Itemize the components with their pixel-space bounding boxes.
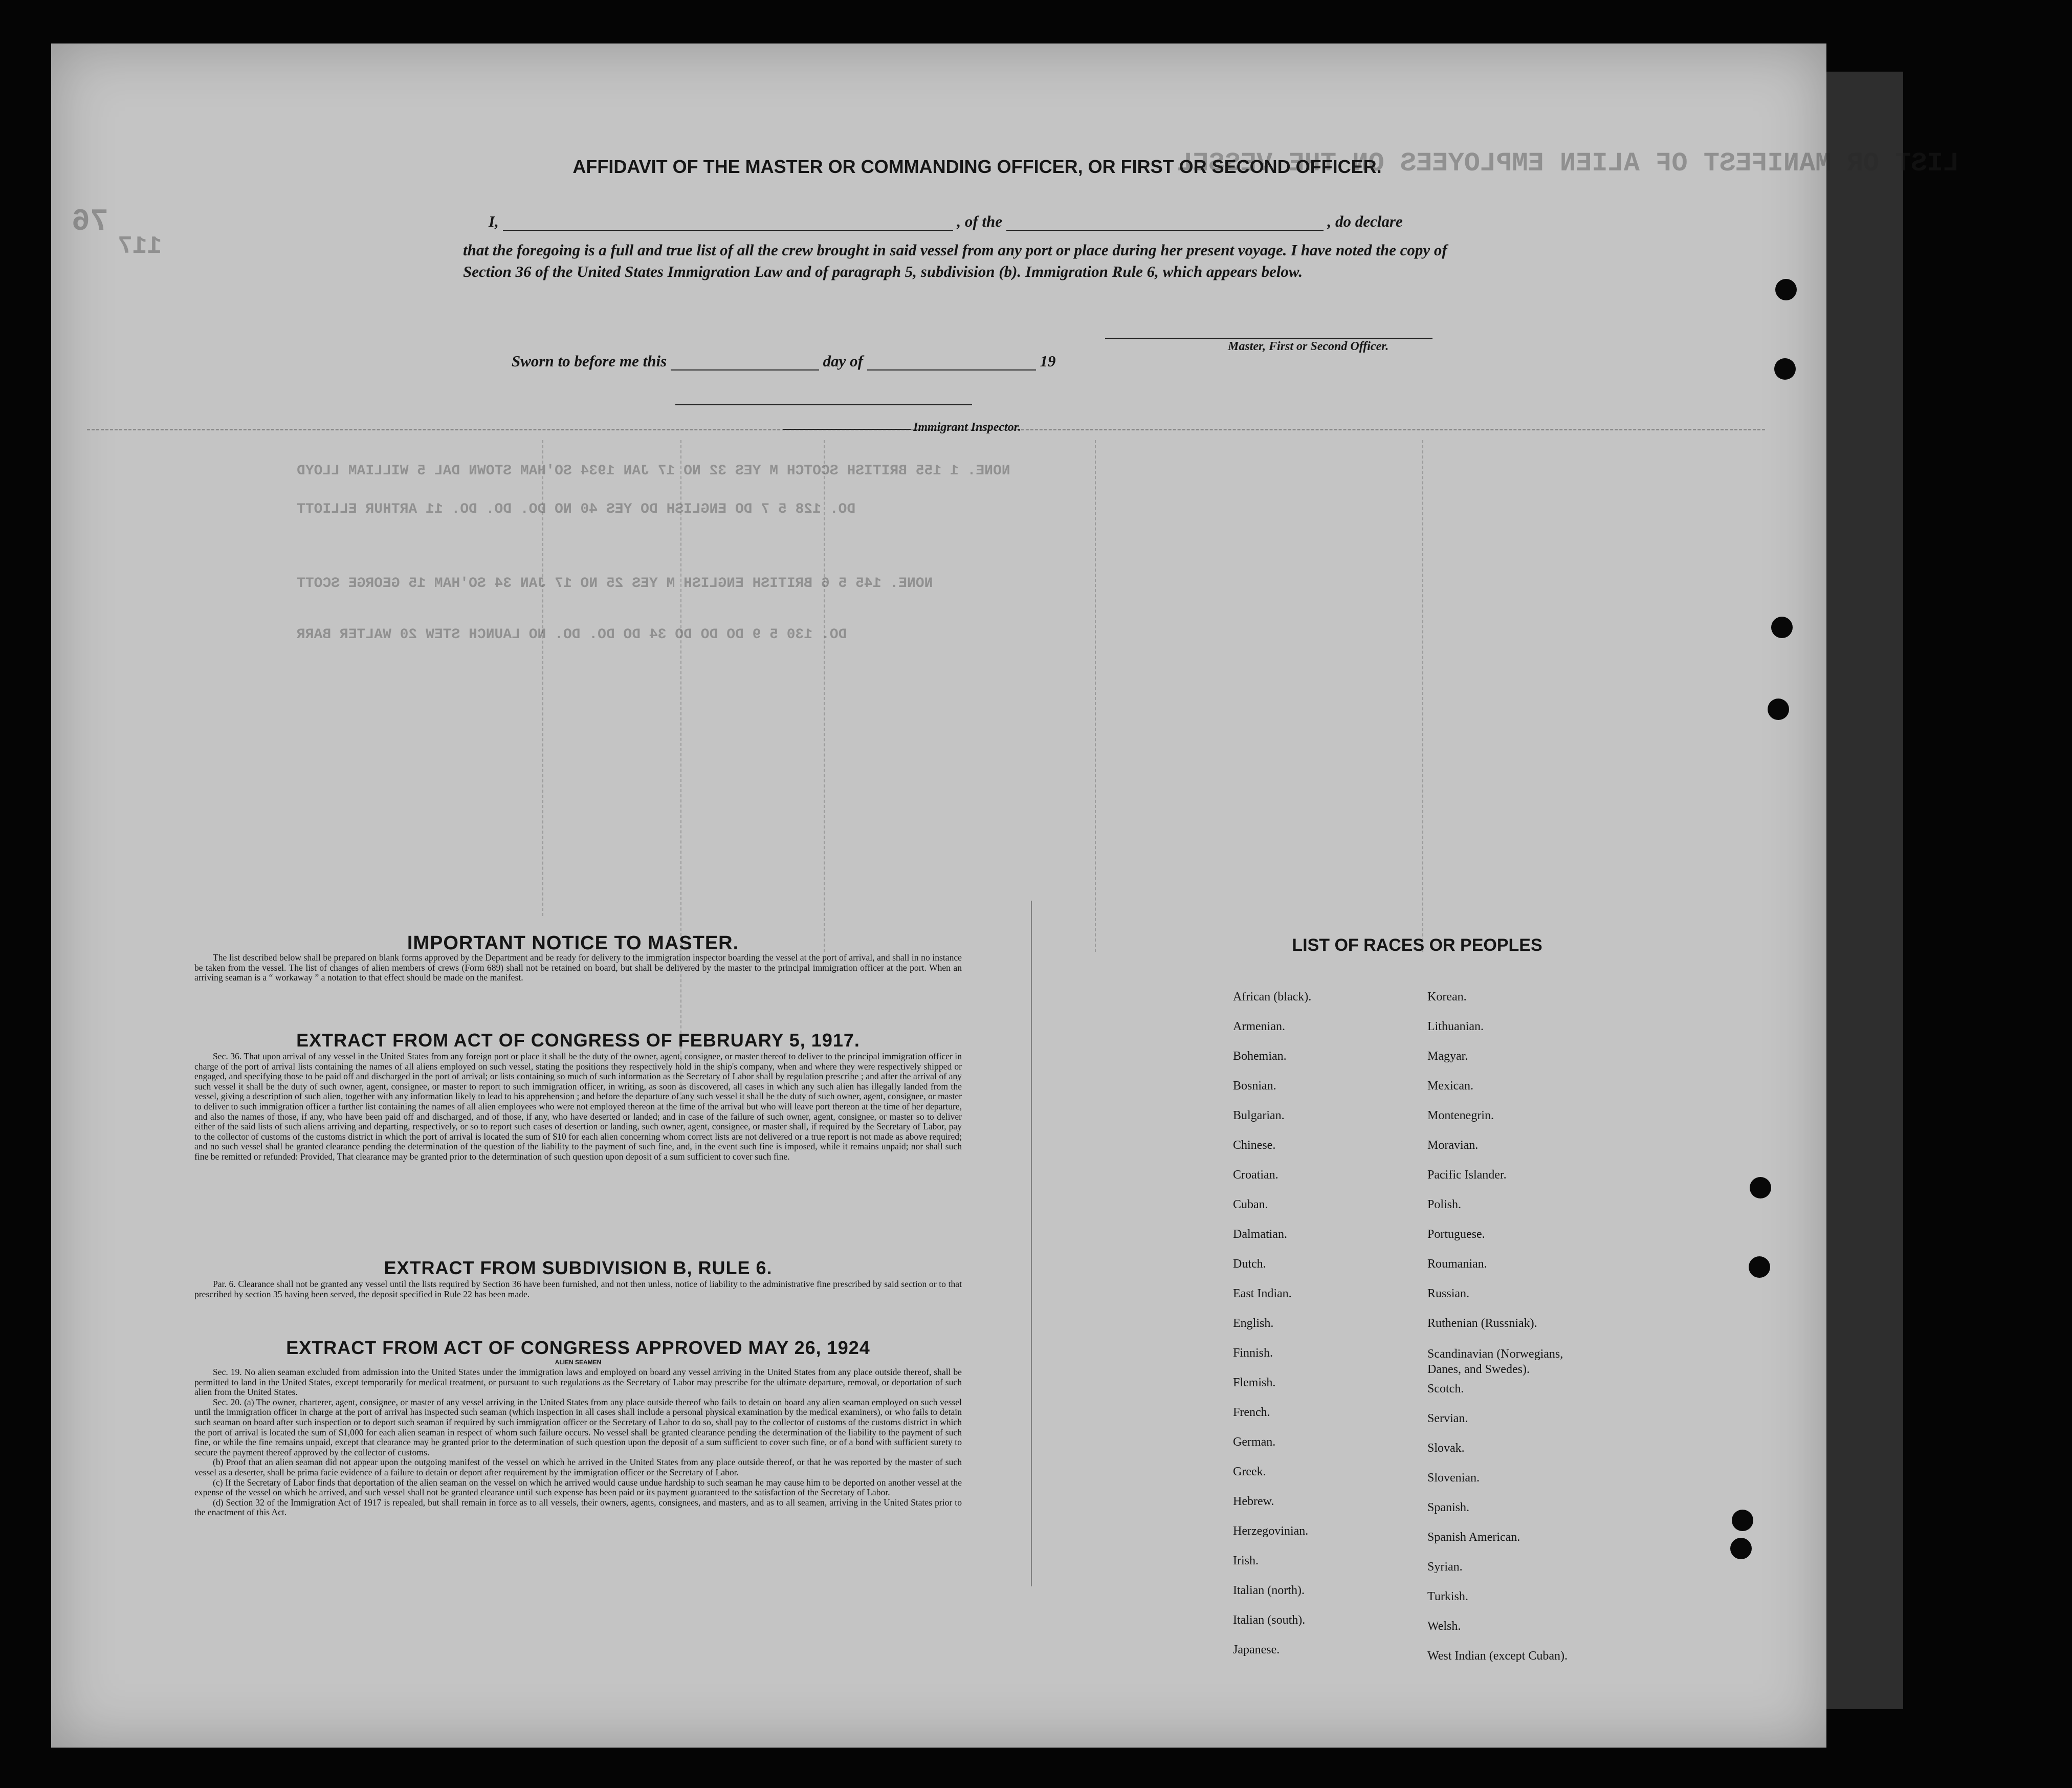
extract-1924-text — [194, 1367, 962, 1518]
race-item: Italian (north). — [1233, 1584, 1305, 1597]
race-item: Flemish. — [1233, 1376, 1276, 1389]
sworn-prefix: Sworn to before me this — [512, 352, 667, 370]
bleed-column-rule — [1095, 440, 1096, 952]
race-item: East Indian. — [1233, 1287, 1292, 1300]
bleed-column-rule — [542, 440, 543, 916]
bleed-column-rule — [1422, 440, 1423, 952]
extract-rule6-title: EXTRACT FROM SUBDIVISION B, RULE 6. — [384, 1257, 773, 1278]
punch-hole — [1730, 1538, 1752, 1559]
race-item: Armenian. — [1233, 1020, 1285, 1033]
name-blank[interactable] — [503, 214, 953, 231]
race-item: Scotch. — [1427, 1382, 1464, 1395]
bleed-column-rule — [680, 440, 681, 1105]
affidavit-declare: , do declare — [1327, 212, 1403, 230]
notice-title: IMPORTANT NOTICE TO MASTER. — [407, 932, 739, 954]
extract-1924-title: EXTRACT FROM ACT OF CONGRESS APPROVED MAY 26, 1924 — [286, 1337, 870, 1358]
race-item: Bohemian. — [1233, 1050, 1287, 1063]
affidavit-declaration-line — [489, 212, 1445, 231]
affidavit-i: I, — [489, 212, 499, 230]
race-item: Italian (south). — [1233, 1613, 1306, 1627]
race-item: Roumanian. — [1427, 1257, 1487, 1271]
bleed-row: NONE. 1 155 BRITISH SCOTCH M YES 32 NO 17 JAN 1934 SO'HAM STOWN DAL 5 WILLIAM LLOYD — [297, 463, 1010, 479]
race-item: Herzegovinian. — [1233, 1524, 1309, 1538]
inspector-upper-line[interactable] — [675, 404, 972, 405]
notice-text — [194, 953, 962, 983]
extract-rule6-text — [194, 1279, 962, 1299]
race-item: Korean. — [1427, 990, 1467, 1004]
race-item: Russian. — [1427, 1287, 1470, 1300]
race-item: French. — [1233, 1406, 1270, 1419]
race-item: Servian. — [1427, 1412, 1468, 1425]
race-item: Slovenian. — [1427, 1471, 1480, 1485]
punch-hole — [1774, 358, 1796, 380]
race-item: Polish. — [1427, 1198, 1462, 1211]
race-item: Moravian. — [1427, 1139, 1479, 1152]
signature-label: Master, First or Second Officer. — [1228, 340, 1389, 353]
race-item: Scandinavian (Norwegians, Danes, and Swedes). — [1427, 1347, 1563, 1376]
race-item: Croatian. — [1233, 1168, 1279, 1182]
punch-hole — [1732, 1510, 1753, 1531]
sworn-year: 19 — [1040, 352, 1056, 370]
race-item: Magyar. — [1427, 1050, 1468, 1063]
extract-1924-sec20a: Sec. 20. (a) The owner, charterer, agent, consignee, or master of any vessel arriving in the United States from any place outside thereof who fails to detain on board any alien seaman employed on such vessel until the immigration officer in charge at the port of arrival has inspected such seaman (which inspection in all cases shall include a personal physical examination by the medical examiners), or who fails to detain such seaman on board after such inspection or to deport such seaman if required by such immigration officer or the Secretary of Labor to do so, shall pay to the collector of customs of the customs district in which the port of arrival is located the sum of $1,000 for each alien seaman in respect of whom such failure occurs. No vessel shall be granted clearance pending the determination of the liability to the payment of such fine, or while the fine remains unpaid, except that clearance may be granted prior to the determination of such question upon the deposit of a sum sufficient to cover such fine, or of a bond with sufficient surety to secure the payment thereof approved by the collector of customs. — [194, 1397, 962, 1457]
extract-1924-sec20c: (c) If the Secretary of Labor finds that deportation of the alien seaman on the vessel on which he arrived would cause undue hardship to such seaman he may cause him to be deported on another vessel at the expense of the vessel on which he arrived, and such vessel shall not be granted clearance until such expense has been paid or its payment guaranteed to the satisfaction of the Secretary of Labor. — [194, 1477, 962, 1498]
bleed-number: 76 — [72, 205, 109, 239]
sworn-month-blank[interactable] — [867, 354, 1036, 370]
race-item: Hebrew. — [1233, 1495, 1274, 1508]
race-item: Dalmatian. — [1233, 1228, 1287, 1241]
punch-hole — [1749, 1256, 1770, 1278]
bleed-row: DO. 130 5 9 DO DO DO 34 DO DO. DO. NO LAUNCH STEW 20 WALTER BARR — [297, 627, 847, 643]
affidavit-body: that the foregoing is a full and true list of all the crew brought in said vessel from any port or place during her present voyage. I have noted the copy of Section 36 of the United States Immigration Law and of paragraph 5, subdivision (b). Immigration Rule 6, which appears below. — [463, 241, 1447, 280]
race-item: Greek. — [1233, 1465, 1266, 1478]
race-item: Portuguese. — [1427, 1228, 1485, 1241]
race-item: Bosnian. — [1233, 1079, 1276, 1093]
race-item: Irish. — [1233, 1554, 1259, 1567]
bleed-row: DO. 128 5 7 DO ENGLISH DO YES 40 NO DO. DO. DO. 11 ARTHUR ELLIOTT — [297, 501, 856, 517]
bleed-header: LIST OR MANIFEST OF ALIEN EMPLOYEES ON THE VESSEL — [1177, 148, 1959, 179]
race-item: African (black). — [1233, 990, 1312, 1004]
race-item: Spanish American. — [1427, 1531, 1520, 1544]
race-item: Finnish. — [1233, 1346, 1273, 1360]
punch-hole — [1775, 279, 1797, 300]
race-item: Pacific Islander. — [1427, 1168, 1507, 1182]
extract-1924-sec20b: (b) Proof that an alien seaman did not appear upon the outgoing manifest of the vessel on which he arrived in the United States from any place outside thereof, or that he was reported by the master of such vessel as a deserter, shall be prima facie evidence of a failure to detain or deport after requirement by the immigration officer or the Secretary of Labor. — [194, 1457, 962, 1477]
races-title: LIST OF RACES OR PEOPLES — [1292, 935, 1542, 955]
bleed-number: 117 — [118, 233, 162, 260]
sheet-shadow-edge — [1826, 72, 1903, 1709]
inspector-label: Immigrant Inspector. — [913, 421, 1021, 434]
race-item: Turkish. — [1427, 1590, 1468, 1603]
sworn-day-of: day of — [823, 352, 863, 370]
extract-1917-text — [194, 1052, 962, 1162]
notice-paragraph: The list described below shall be prepared on blank forms approved by the Department and be ready for delivery to the immigration inspector boarding the vessel at the port of arrival, and shall in no instance be taken from the vessel. The list of changes of alien members of crews (Form 689) shall not be retained on board, but shall be delivered by the master to the principal immigration officer at the port. When an arriving seaman is a “ workaway ” a notation to that effect should be made on the manifest. — [194, 952, 962, 983]
punch-hole — [1750, 1177, 1771, 1198]
column-divider — [1031, 901, 1032, 1586]
bleed-column-rule — [824, 440, 825, 952]
race-item: Japanese. — [1233, 1643, 1280, 1656]
race-item: Montenegrin. — [1427, 1109, 1494, 1122]
race-item: Cuban. — [1233, 1198, 1268, 1211]
inspector-signature-line[interactable] — [783, 429, 911, 430]
extract-rule6-paragraph: Par. 6. Clearance shall not be granted any vessel until the lists required by Section 36 have been furnished, and not then unless, notice of liability to the administrative fine prescribed by said section or to that prescribed by section 35 having been served, the deposit specified in Rule 22 has been made. — [194, 1279, 962, 1299]
extract-1917-paragraph: Sec. 36. That upon arrival of any vessel in the United States from any foreign port or place it shall be the duty of the owner, agent, consignee, or master thereof to deliver to the principal immigration officer in charge of the port of arrival lists containing the names of all aliens employed on such vessel, stating the positions they respectively hold in the ship's company, when and where they were respectively shipped or engaged, and specifying those to be paid off and discharged in the port of arrival; or lists containing so much of such information as the Secretary of Labor shall by regulation prescribe ; and after the arrival of any such vessel it shall be the duty of such owner, agent, consignee, or master to report to such immigration officer, in writing, as soon as discovered, all cases in which any such alien has illegally landed from the vessel, giving a description of such alien, together with any information likely to lead to his apprehension ; and before the departure of any such vessel it shall be the duty of such owner, agent, consignee, or master to deliver to such immigration officer a further list containing the names of all alien employees who were not employed thereon at the time of the arrival but who will leave port thereon at the time of her departure, and also the names of those, if any, who have been paid off and discharged, and of those, if any, who have deserted or landed; and in case of the failure of such owner, agent, consignee, or master so to deliver either of the said lists of such aliens arriving and departing, respectively, or so to report such cases of desertion or landing, such owner, agent, consignee, or master shall, if required by the Secretary of Labor, pay to the collector of customs of the customs district in which the port of arrival is located the sum of $10 for each alien concerning whom correct lists are not delivered or a true report is not made as above required; and no such vessel shall be granted clearance pending the determination of the question of the liability to the payment of such fine, and, in the event such fine is imposed, while it remains unpaid; nor shall such fine be remitted or refunded: Provided, That clearance may be granted prior to the determination of such question upon deposit of a sum sufficient to cover such fine. — [194, 1051, 962, 1162]
punch-hole — [1771, 617, 1793, 638]
race-item: Syrian. — [1427, 1560, 1463, 1574]
vessel-blank[interactable] — [1006, 214, 1324, 231]
race-item: Ruthenian (Russniak). — [1427, 1317, 1537, 1330]
alien-seamen-subtitle: ALIEN SEAMEN — [555, 1359, 602, 1366]
race-item: Slovak. — [1427, 1442, 1465, 1455]
extract-1917-title: EXTRACT FROM ACT OF CONGRESS OF FEBRUARY 5, 1917. — [296, 1030, 860, 1051]
sworn-date-blank[interactable] — [671, 354, 819, 370]
race-item: Chinese. — [1233, 1139, 1276, 1152]
race-item: Dutch. — [1233, 1257, 1266, 1271]
race-item: Bulgarian. — [1233, 1109, 1285, 1122]
race-item: Welsh. — [1427, 1620, 1461, 1633]
race-item: English. — [1233, 1317, 1274, 1330]
sworn-line — [512, 352, 1056, 370]
race-item: Spanish. — [1427, 1501, 1470, 1514]
punch-hole — [1768, 699, 1789, 720]
race-item: Lithuanian. — [1427, 1020, 1484, 1033]
extract-1924-sec20d: (d) Section 32 of the Immigration Act of 1917 is repealed, but shall remain in force as to all vessels, their owners, agents, consignees, and masters, and as to all seamen, arriving in the United States prior to the enactment of this Act. — [194, 1497, 962, 1518]
extract-1924-sec19: Sec. 19. No alien seaman excluded from admission into the United States under the immigration laws and employed on board any vessel arriving in the United States from any place outside thereof, shall be permitted to land in the United States, except temporarily for medical treatment, or pursuant to such regulations as the Secretary of Labor may prescribe for the ultimate departure, removal, or deportation of such alien from the United States. — [194, 1367, 962, 1398]
race-item: German. — [1233, 1435, 1276, 1449]
affidavit-title: AFFIDAVIT OF THE MASTER OR COMMANDING OFFICER, OR FIRST OR SECOND OFFICER. — [572, 156, 1382, 177]
affidavit-of-the: , of the — [957, 212, 1003, 230]
signature-line[interactable] — [1105, 338, 1432, 339]
race-item: Mexican. — [1427, 1079, 1473, 1093]
bleed-row: NONE. 145 5 6 BRITISH ENGLISH M YES 25 NO 17 JAN 34 SO'HAM 15 GEORGE SCOTT — [297, 576, 933, 592]
race-item: West Indian (except Cuban). — [1427, 1649, 1568, 1663]
